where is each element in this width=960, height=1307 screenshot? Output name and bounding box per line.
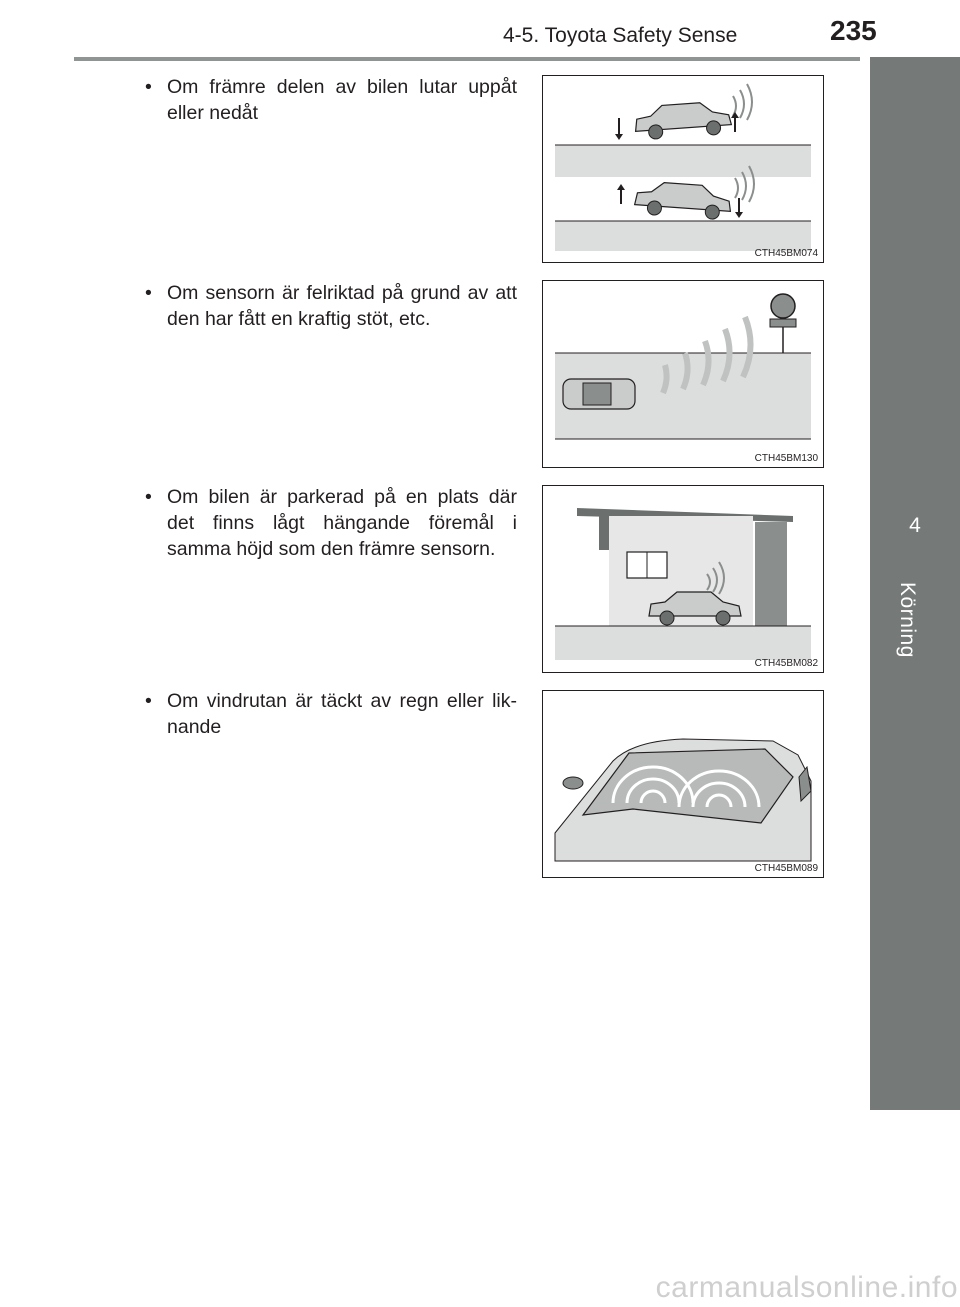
bullet-text: Om bilen är parkerad på en plats där det finns lågt hängande föremål i samma höjd som den främre sensorn. — [167, 486, 517, 560]
sensor-misaligned-illustration — [543, 281, 823, 467]
bullet-item-tilt — [145, 74, 517, 126]
figure-windshield-rain — [542, 690, 824, 878]
section-title: 4-5. Toyota Safety Sense — [503, 24, 738, 47]
bullet-marker: • — [145, 690, 152, 712]
bullet-text: Om främre delen av bilen lutar uppåt eller nedåt — [167, 76, 517, 124]
bullet-text: Om vindrutan är täckt av regn eller lik-nande — [167, 690, 517, 738]
bullet-marker: • — [145, 76, 152, 98]
bullet-item-windshield — [145, 688, 517, 740]
windshield-rain-illustration — [543, 691, 823, 877]
site-watermark: carmanualsonline.info — [655, 1271, 958, 1304]
figure-code: CTH45BM089 — [754, 863, 818, 874]
bullet-text: Om sensorn är felriktad på grund av att den har fått en kraftig stöt, etc. — [167, 282, 517, 330]
figure-code: CTH45BM082 — [754, 658, 818, 669]
bullet-marker: • — [145, 486, 152, 508]
page-number: 235 — [830, 15, 877, 46]
figure-parked-low-object — [542, 485, 824, 673]
figure-car-tilt — [542, 75, 824, 263]
bullet-item-parked — [145, 484, 517, 562]
figure-sensor-misaligned — [542, 280, 824, 468]
figure-code: CTH45BM130 — [754, 453, 818, 464]
bullet-marker: • — [145, 282, 152, 304]
figure-code: CTH45BM074 — [754, 248, 818, 259]
chapter-label: Körning — [896, 582, 919, 658]
car-tilt-illustration — [543, 76, 823, 262]
header-divider — [74, 57, 860, 61]
parked-low-object-illustration — [543, 486, 823, 672]
bullet-item-misaligned — [145, 280, 517, 332]
chapter-number: 4 — [909, 514, 921, 537]
